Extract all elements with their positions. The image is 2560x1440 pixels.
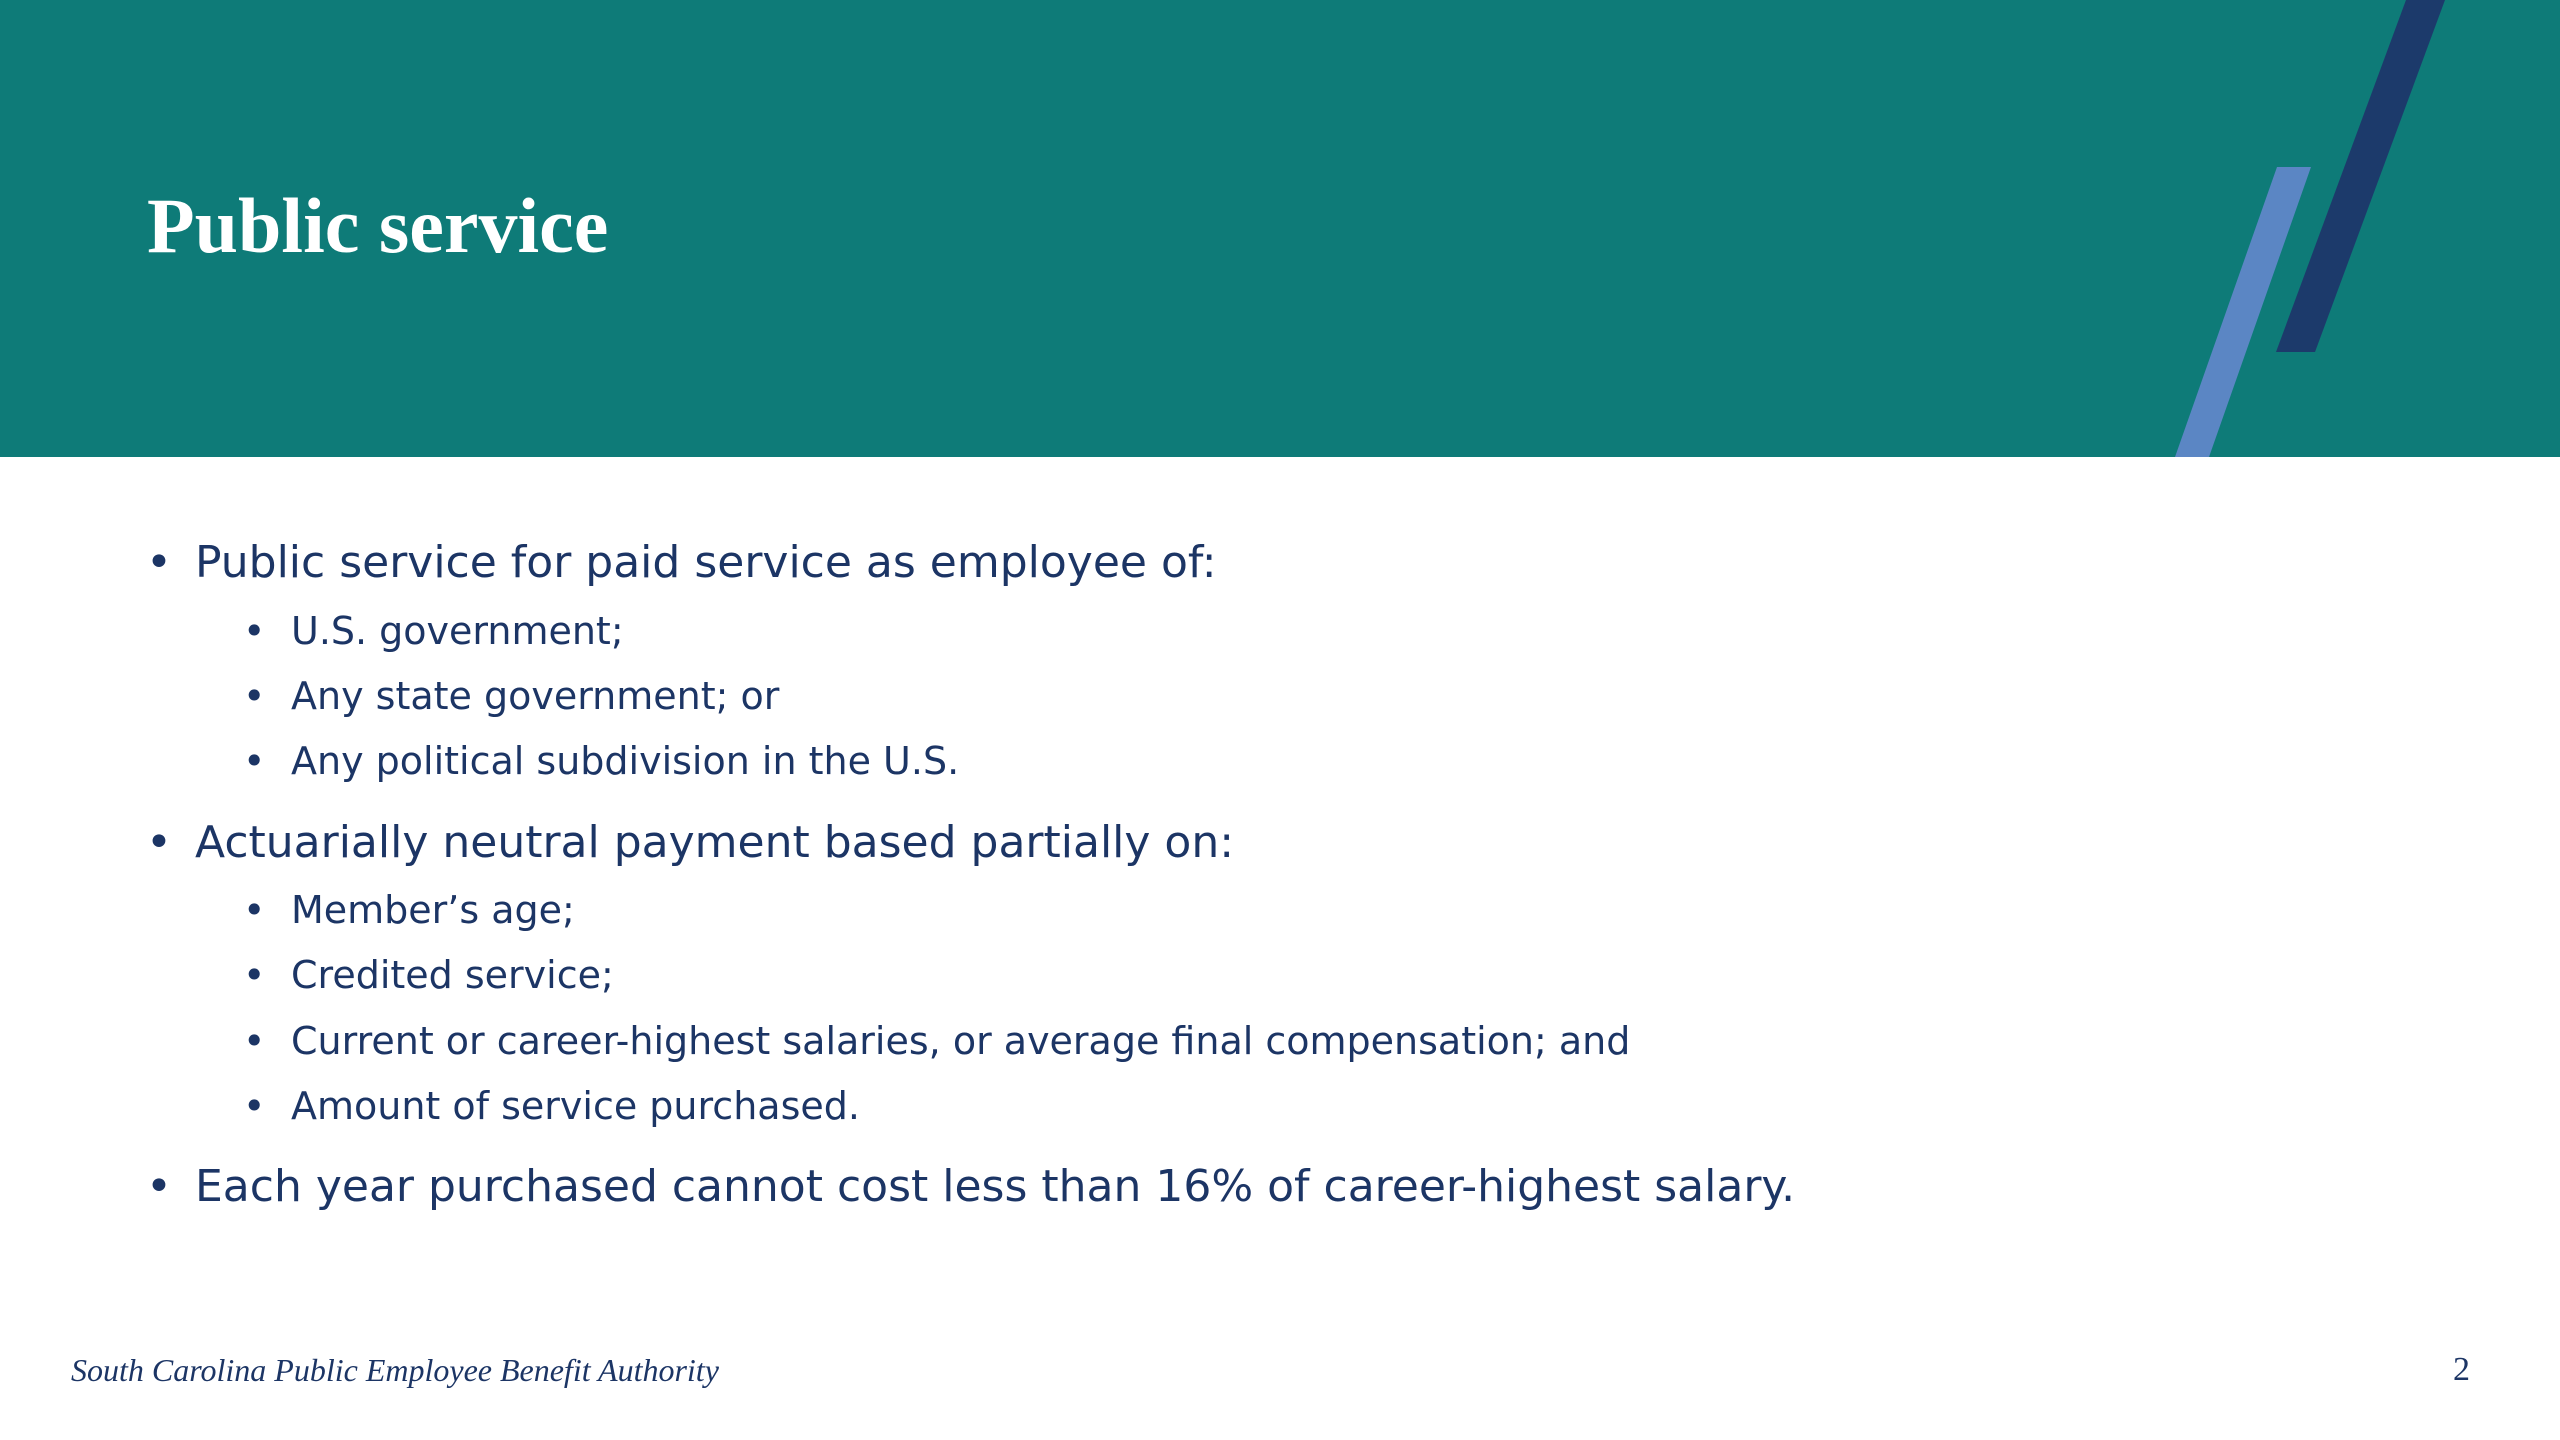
sub-bullet-text: Any political subdivision in the U.S.	[291, 739, 960, 783]
bullet-item	[146, 535, 2046, 591]
sub-bullet-text: Amount of service purchased.	[291, 1084, 860, 1128]
sub-bullet-item	[243, 950, 1943, 1000]
bullet-item	[146, 1159, 2046, 1215]
sub-bullet-item	[243, 1081, 1943, 1131]
bullet-dot-icon: •	[243, 1084, 266, 1128]
bullet-dot-icon: •	[243, 609, 266, 653]
sub-bullet-text: Any state government; or	[291, 674, 780, 718]
bullet-text: Public service for paid service as employee of:	[195, 537, 1217, 588]
bullet-dot-icon: •	[146, 537, 172, 588]
bullet-text: Actuarially neutral payment based partially on:	[195, 817, 1235, 868]
sub-bullet-item	[243, 885, 1943, 935]
sub-bullet-item	[243, 606, 1943, 656]
sub-bullet-item	[243, 671, 1943, 721]
bullet-dot-icon: •	[243, 953, 266, 997]
bullet-dot-icon: •	[146, 817, 172, 868]
sub-bullet-text: Current or career-highest salaries, or average final compensation; and	[291, 1019, 1631, 1063]
footer-organization: South Carolina Public Employee Benefit Authority	[71, 1352, 719, 1388]
sub-bullet-item	[243, 736, 1943, 786]
bullet-dot-icon: •	[146, 1161, 172, 1212]
page-number: 2	[2453, 1351, 2470, 1388]
sub-bullet-text: Member’s age;	[291, 888, 575, 932]
slide-title: Public service	[147, 182, 609, 269]
sub-bullet-item	[243, 1016, 1943, 1066]
bullet-dot-icon: •	[243, 888, 266, 932]
sub-bullet-text: Credited service;	[291, 953, 614, 997]
bullet-text: Each year purchased cannot cost less than 16% of career-highest salary.	[195, 1161, 1796, 1212]
bullet-dot-icon: •	[243, 739, 266, 783]
bullet-dot-icon: •	[243, 674, 266, 718]
bullet-item	[146, 815, 2046, 871]
sub-bullet-text: U.S. government;	[291, 609, 624, 653]
bullet-dot-icon: •	[243, 1019, 266, 1063]
